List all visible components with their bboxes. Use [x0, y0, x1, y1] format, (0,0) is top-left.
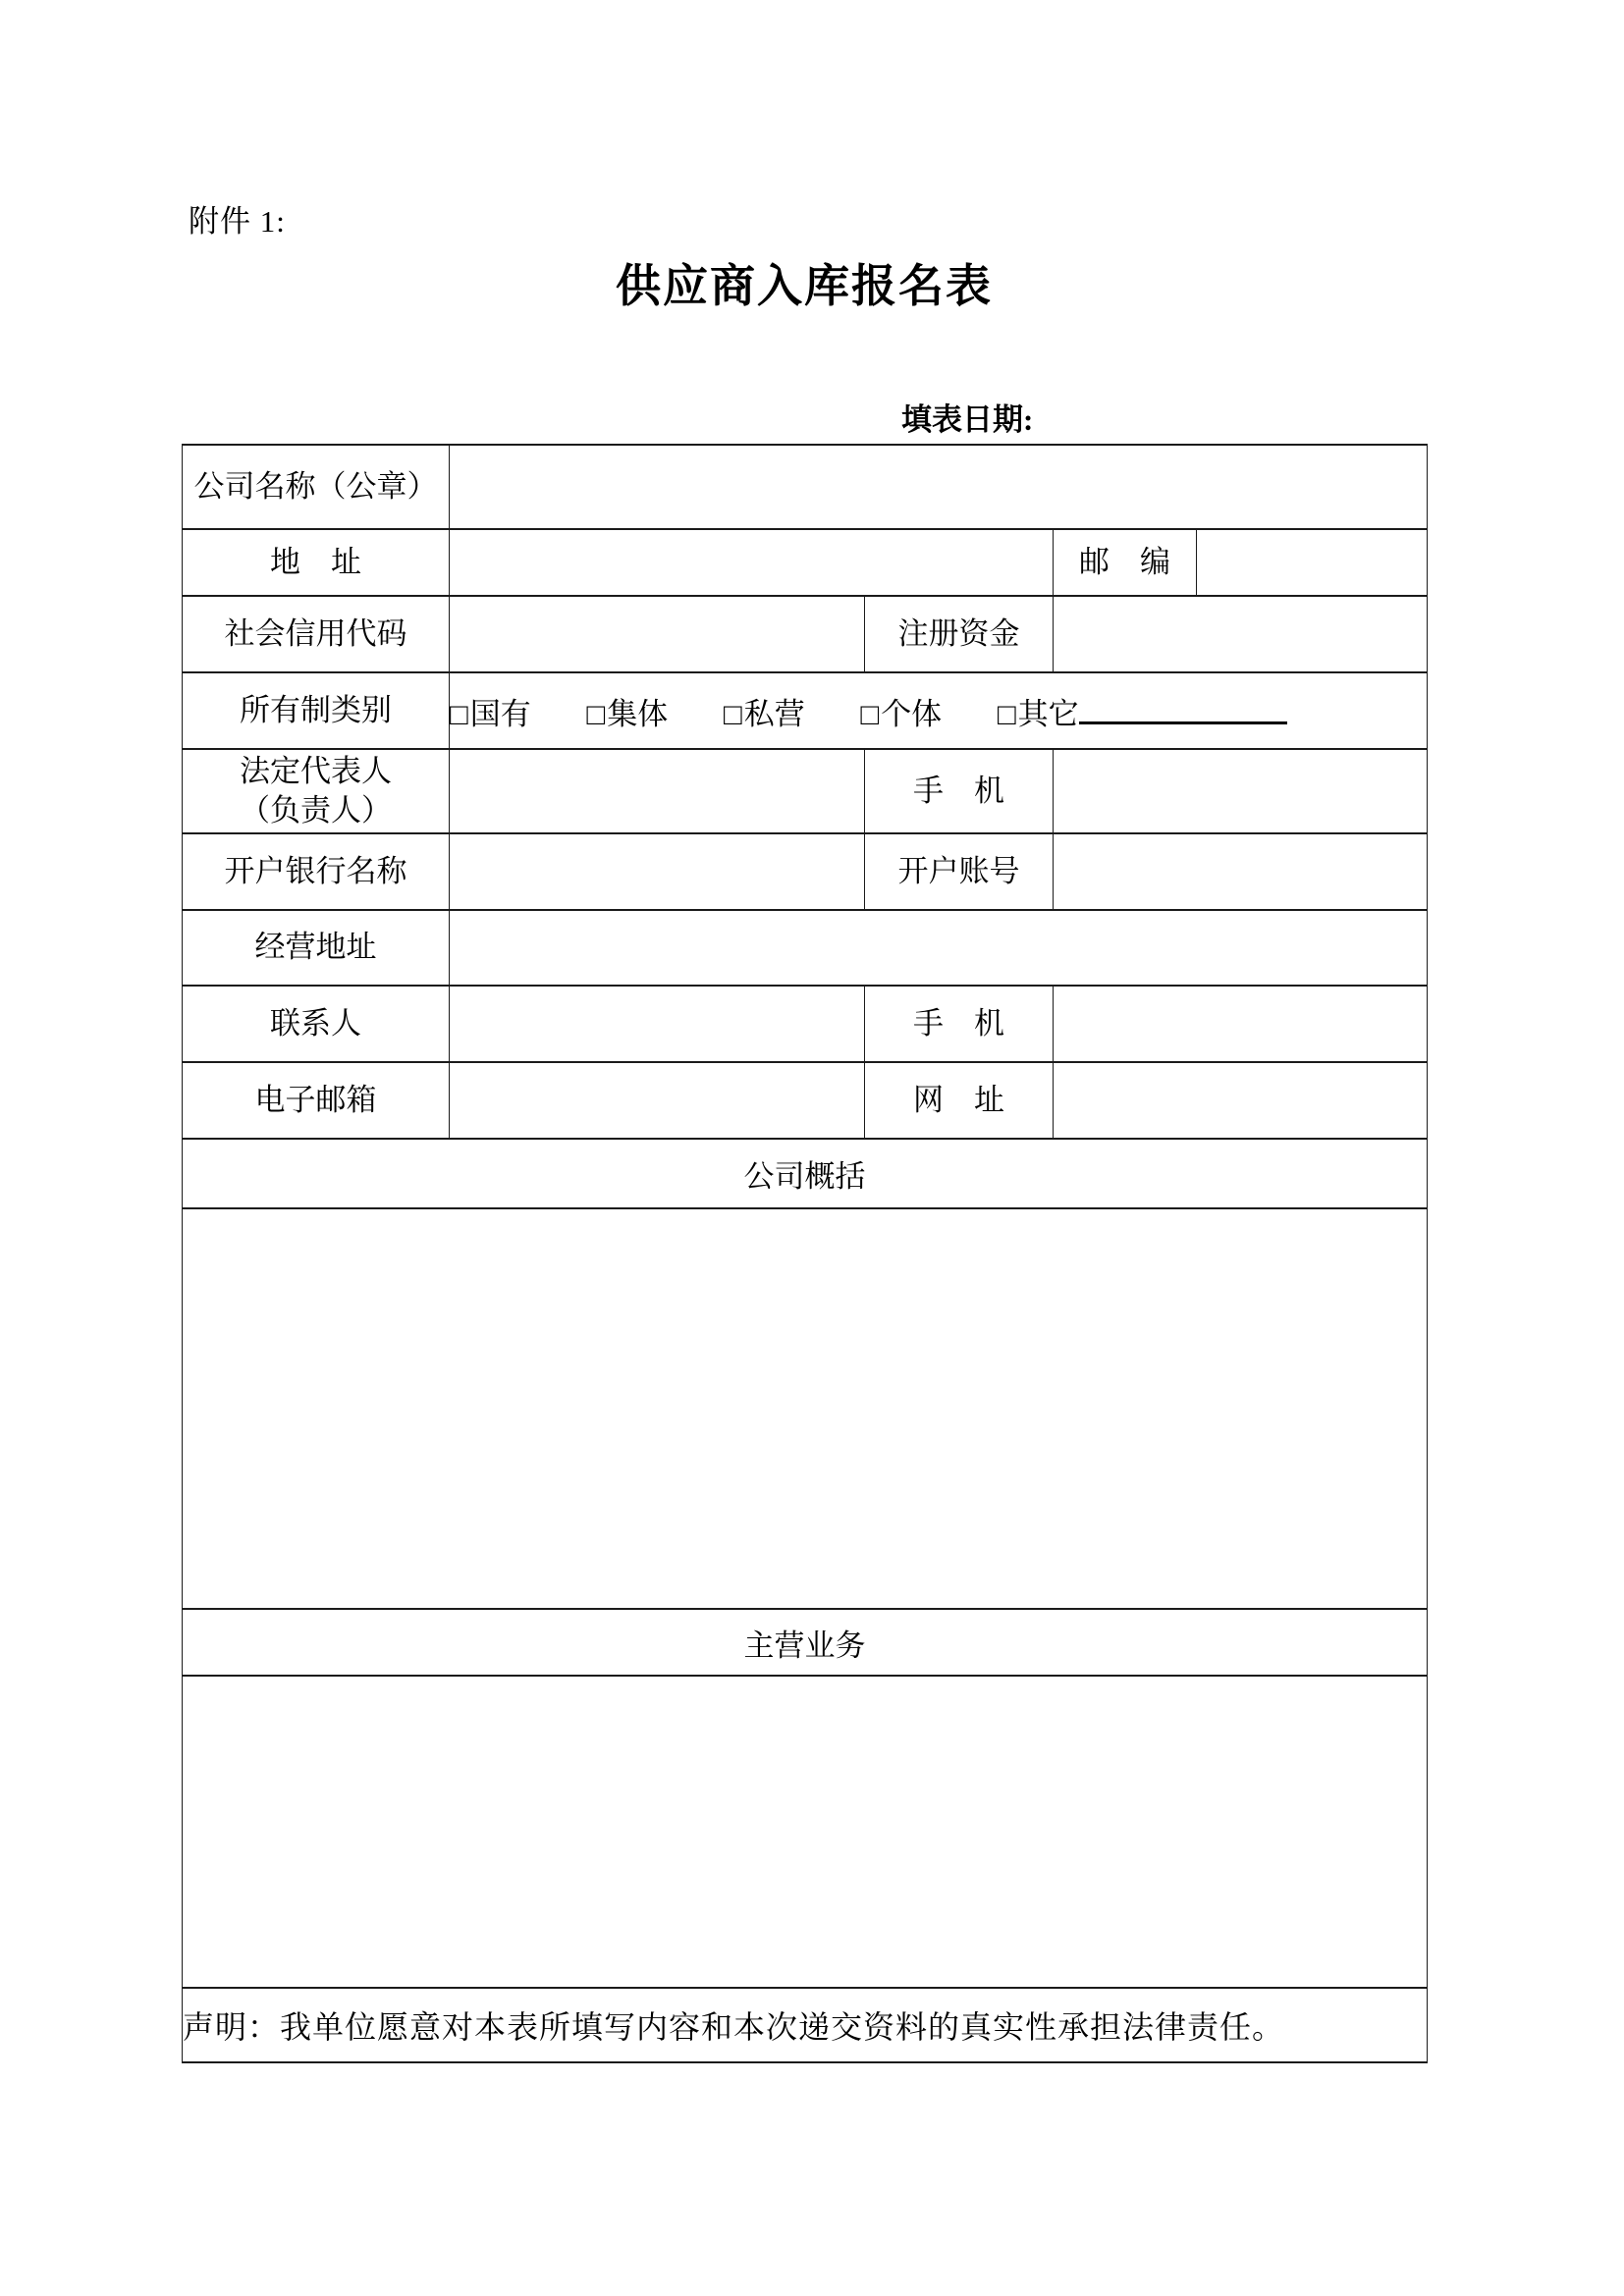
table-row: [183, 445, 1428, 529]
ownership-option-label: 集体: [607, 696, 669, 731]
legal-rep-label: [183, 749, 450, 833]
checkbox-icon: □: [450, 696, 468, 731]
ownership-type-label: 所有制类别: [183, 672, 450, 749]
ownership-option-individual: [860, 689, 942, 733]
email-label: 电子邮箱: [183, 1062, 450, 1139]
table-row: [183, 749, 1428, 833]
checkbox-icon: □: [860, 696, 880, 731]
table-row: [183, 672, 1428, 749]
registered-capital-value-cell: [1054, 596, 1428, 672]
email-value-cell: [450, 1062, 865, 1139]
address-label: 地 址: [183, 529, 450, 596]
contact-mobile-value-cell: [1054, 986, 1428, 1062]
postal-code-value-cell: [1197, 529, 1428, 596]
legal-rep-mobile-label: 手 机: [865, 749, 1054, 833]
page-title: 供应商入库报名表: [616, 261, 993, 311]
company-name-value-cell: [450, 445, 1428, 529]
bank-account-value-cell: [1054, 833, 1428, 910]
page-title-wrap: [182, 250, 1427, 315]
legal-rep-label-line2: （负责人）: [240, 793, 392, 828]
fill-date-label: 填表日期:: [901, 402, 1034, 437]
registered-capital-label: 注册资金: [865, 596, 1054, 672]
contact-person-value-cell: [450, 986, 865, 1062]
bank-name-label: 开户银行名称: [183, 833, 450, 910]
contact-mobile-label: 手 机: [865, 986, 1054, 1062]
company-profile-header: 公司概括: [183, 1139, 1428, 1208]
table-row: [183, 1139, 1428, 1208]
bank-name-value-cell: [450, 833, 865, 910]
ownership-option-collective: [586, 689, 668, 733]
ownership-option-state: [450, 689, 531, 733]
legal-rep-value-cell: [450, 749, 865, 833]
postal-code-label: 邮 编: [1054, 529, 1197, 596]
legal-rep-mobile-value-cell: [1054, 749, 1428, 833]
website-label: 网 址: [865, 1062, 1054, 1139]
business-address-label: 经营地址: [183, 910, 450, 986]
contact-person-label: 联系人: [183, 986, 450, 1062]
website-value-cell: [1054, 1062, 1428, 1139]
table-row: [183, 596, 1428, 672]
ownership-options-cell: [450, 672, 1428, 749]
ownership-option-label: 国有: [469, 696, 531, 731]
ownership-option-private: [724, 689, 805, 733]
ownership-option-label: 个体: [881, 696, 943, 731]
credit-code-value-cell: [450, 596, 865, 672]
table-row: [183, 986, 1428, 1062]
ownership-option-label: 私营: [743, 696, 805, 731]
ownership-option-label: 其它: [1017, 696, 1079, 731]
supplier-form-table: [182, 444, 1428, 2063]
bank-account-label: 开户账号: [865, 833, 1054, 910]
business-address-value-cell: [450, 910, 1428, 986]
attachment-note: 附件 1:: [189, 204, 286, 239]
company-profile-content-cell: [183, 1208, 1428, 1609]
checkbox-icon: □: [997, 696, 1016, 731]
declaration-text: 声明：我单位愿意对本表所填写内容和本次递交资料的真实性承担法律责任。: [183, 1988, 1428, 2062]
credit-code-label: 社会信用代码: [183, 596, 450, 672]
table-row: [183, 910, 1428, 986]
legal-rep-label-line1: 法定代表人: [240, 753, 392, 788]
address-value-cell: [450, 529, 1054, 596]
table-row: [183, 1208, 1428, 1609]
checkbox-icon: □: [586, 696, 606, 731]
ownership-option-other: [998, 689, 1287, 733]
other-fill-line: [1079, 692, 1287, 723]
company-name-label: 公司名称（公章）: [183, 445, 450, 529]
table-row: [183, 1609, 1428, 1676]
table-row: [183, 1988, 1428, 2062]
main-business-content-cell: [183, 1676, 1428, 1988]
table-row: [183, 833, 1428, 910]
table-row: [183, 1062, 1428, 1139]
table-row: [183, 529, 1428, 596]
checkbox-icon: □: [723, 696, 742, 731]
main-business-header: 主营业务: [183, 1609, 1428, 1676]
table-row: [183, 1676, 1428, 1988]
